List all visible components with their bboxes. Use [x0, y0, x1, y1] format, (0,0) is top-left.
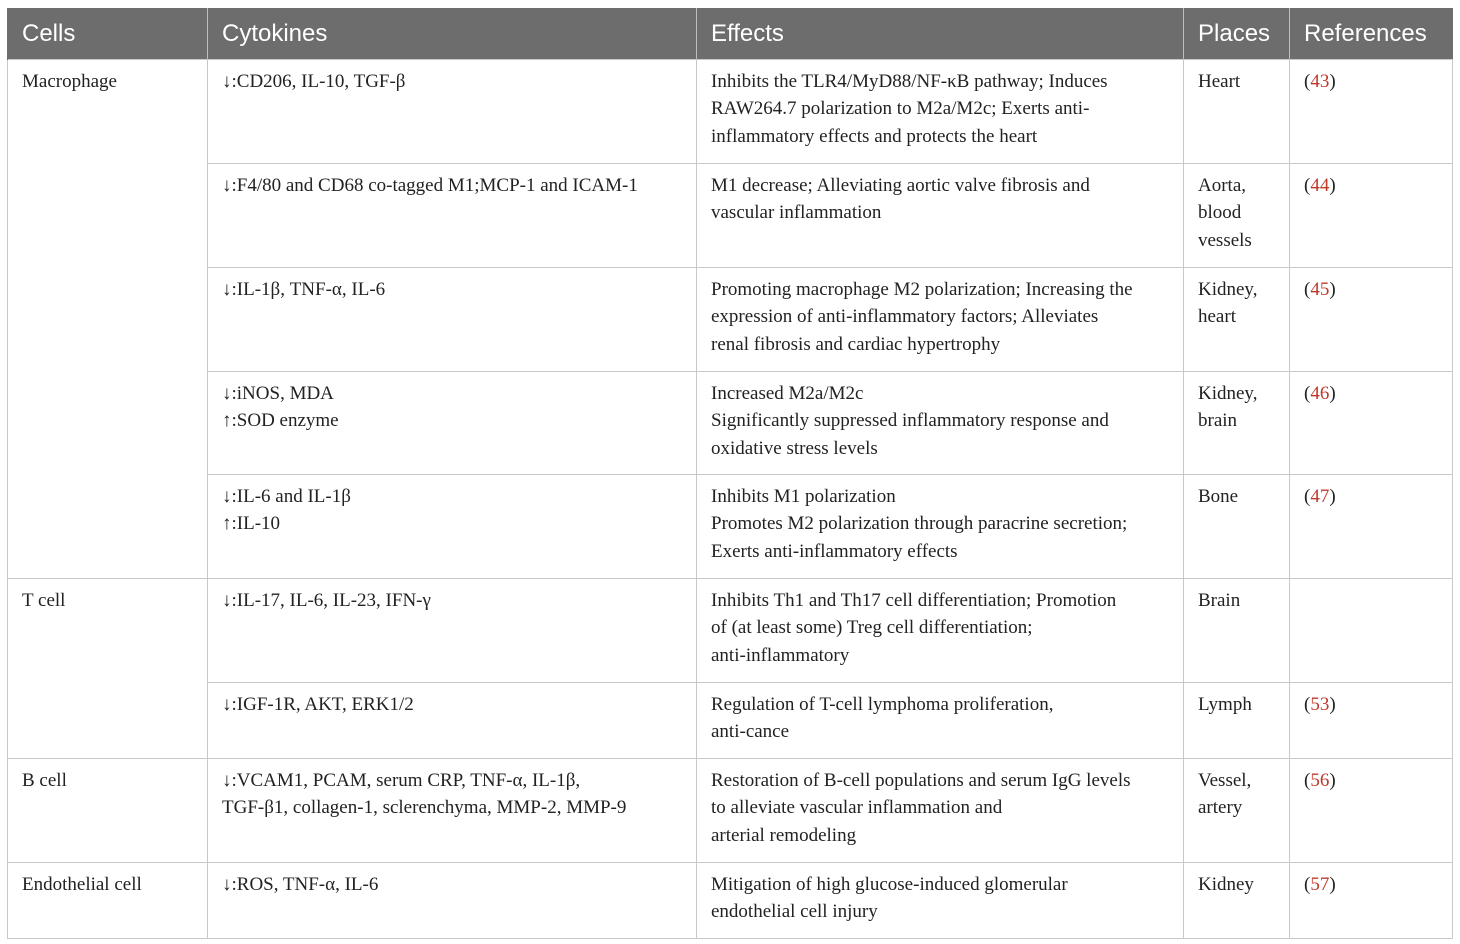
place-line: Kidney,	[1198, 278, 1258, 300]
effect-line: Inhibits the TLR4/MyD88/NF-κB pathway; Induces	[711, 70, 1108, 92]
place-line: Aorta,	[1198, 174, 1247, 196]
effects-cell	[697, 862, 1184, 938]
cell-type-b-cell: B cell	[8, 758, 208, 862]
table-row	[8, 371, 1453, 474]
effect-line: RAW264.7 polarization to M2a/M2c; Exerts anti-	[711, 98, 1090, 119]
effect-line: endothelial cell injury	[711, 901, 878, 922]
effects-cell	[697, 682, 1184, 758]
effect-line: Exerts anti-inflammatory effects	[711, 540, 958, 562]
effect-line: M1 decrease; Alleviating aortic valve fibrosis and	[711, 174, 1090, 196]
effects-cell	[697, 474, 1184, 578]
cytokine-line: TGF-β1, collagen-1, sclerenchyma, MMP-2, MMP-9	[222, 797, 627, 818]
cytokine-line: ↓:IL-1β, TNF-α, IL-6	[222, 278, 386, 300]
effect-line: Significantly suppressed inflammatory response and	[711, 410, 1109, 431]
cytokine-line: ↓:IL-17, IL-6, IL-23, IFN-γ	[222, 589, 431, 611]
table-row	[8, 59, 1453, 163]
reference-cell: (56)	[1290, 758, 1453, 862]
place-line: Bone	[1198, 485, 1239, 507]
cytokines-cell	[208, 758, 697, 862]
reference-cell: (57)	[1290, 862, 1453, 938]
effect-line: arterial remodeling	[711, 824, 857, 846]
effect-line: expression of anti-inflammatory factors; Alleviates	[711, 306, 1099, 327]
effects-cell	[697, 758, 1184, 862]
places-cell	[1184, 371, 1290, 474]
effects-cell	[697, 59, 1184, 163]
cytokine-line: ↑:SOD enzyme	[222, 410, 339, 431]
place-line: Brain	[1198, 589, 1241, 611]
effect-line: anti-cance	[711, 721, 790, 742]
table-row	[8, 474, 1453, 578]
table-row	[8, 163, 1453, 267]
cytokines-cell	[208, 474, 697, 578]
effect-line: Restoration of B-cell populations and serum IgG levels	[711, 769, 1131, 791]
cell-type-t-cell: T cell	[8, 578, 208, 758]
table-row	[8, 758, 1453, 862]
effect-line: Increased M2a/M2c	[711, 382, 864, 404]
reference-cell: (53)	[1290, 682, 1453, 758]
reference-link[interactable]: 46	[1310, 382, 1330, 404]
header-effects: Effects	[697, 8, 1184, 59]
cell-type-endothelial: Endothelial cell	[8, 862, 208, 938]
reference-link[interactable]: 45	[1310, 278, 1330, 300]
places-cell	[1184, 758, 1290, 862]
reference-cell: (44)	[1290, 163, 1453, 267]
cytokines-cell	[208, 578, 697, 682]
cytokines-cell	[208, 371, 697, 474]
cytokine-line: ↓:ROS, TNF-α, IL-6	[222, 873, 379, 895]
reference-link[interactable]: 43	[1310, 70, 1330, 92]
place-line: heart	[1198, 306, 1236, 327]
places-cell	[1184, 578, 1290, 682]
cytokine-line: ↓:CD206, IL-10, TGF-β	[222, 70, 406, 92]
effects-cell	[697, 371, 1184, 474]
reference-cell: (46)	[1290, 371, 1453, 474]
table-row	[8, 682, 1453, 758]
places-cell	[1184, 163, 1290, 267]
effect-line: inflammatory effects and protects the heart	[711, 125, 1038, 147]
place-line: Vessel,	[1198, 769, 1252, 791]
places-cell	[1184, 682, 1290, 758]
table-row	[8, 267, 1453, 371]
cytokines-cell	[208, 163, 697, 267]
place-line: Heart	[1198, 70, 1241, 92]
place-line: blood	[1198, 202, 1242, 223]
cytokine-effects-table	[7, 8, 1453, 939]
cytokine-line: ↓:F4/80 and CD68 co-tagged M1;MCP-1 and ICAM-1	[222, 174, 638, 196]
header-cytokines: Cytokines	[208, 8, 697, 59]
reference-link[interactable]: 57	[1310, 873, 1330, 895]
reference-cell: (43)	[1290, 59, 1453, 163]
effect-line: oxidative stress levels	[711, 437, 878, 459]
effects-cell	[697, 163, 1184, 267]
effect-line: anti-inflammatory	[711, 644, 850, 666]
reference-link[interactable]: 44	[1310, 174, 1330, 196]
cytokines-cell	[208, 862, 697, 938]
effect-line: of (at least some) Treg cell differentiation;	[711, 617, 1033, 638]
cytokine-line: ↓:IL-6 and IL-1β	[222, 485, 351, 507]
cytokines-cell	[208, 682, 697, 758]
cytokines-cell	[208, 267, 697, 371]
place-line: brain	[1198, 410, 1238, 431]
effect-line: vascular inflammation	[711, 202, 882, 223]
reference-cell: (45)	[1290, 267, 1453, 371]
cytokines-cell	[208, 59, 697, 163]
place-line: vessels	[1198, 229, 1252, 251]
effect-line: to alleviate vascular inflammation and	[711, 797, 1003, 818]
place-line: Kidney,	[1198, 382, 1258, 404]
effects-cell	[697, 578, 1184, 682]
reference-cell: (47)	[1290, 474, 1453, 578]
header-places: Places	[1184, 8, 1290, 59]
cytokine-line: ↓:iNOS, MDA	[222, 382, 334, 404]
effects-cell	[697, 267, 1184, 371]
place-line: Kidney	[1198, 873, 1254, 895]
effect-line: Inhibits Th1 and Th17 cell differentiation; Promotion	[711, 589, 1117, 611]
places-cell	[1184, 862, 1290, 938]
effect-line: Promotes M2 polarization through paracrine secretion;	[711, 513, 1128, 534]
reference-link[interactable]: 53	[1310, 693, 1330, 715]
cell-type-macrophage: Macrophage	[8, 59, 208, 578]
header-references: References	[1290, 8, 1453, 59]
table-row	[8, 578, 1453, 682]
effect-line: renal fibrosis and cardiac hypertrophy	[711, 333, 1001, 355]
places-cell	[1184, 267, 1290, 371]
reference-link[interactable]: 47	[1310, 485, 1330, 507]
place-line: artery	[1198, 797, 1243, 818]
effect-line: Promoting macrophage M2 polarization; Increasing the	[711, 278, 1133, 300]
places-cell	[1184, 474, 1290, 578]
cytokine-line: ↓:VCAM1, PCAM, serum CRP, TNF-α, IL-1β,	[222, 769, 581, 791]
cytokine-line: ↓:IGF-1R, AKT, ERK1/2	[222, 693, 414, 715]
header-cells: Cells	[8, 8, 208, 59]
place-line: Lymph	[1198, 693, 1252, 715]
cytokine-line: ↑:IL-10	[222, 513, 281, 534]
effect-line: Mitigation of high glucose-induced glomerular	[711, 873, 1068, 895]
table-row	[8, 862, 1453, 938]
effect-line: Regulation of T-cell lymphoma proliferation,	[711, 693, 1054, 715]
table-header-row	[8, 8, 1453, 59]
reference-cell	[1290, 578, 1453, 682]
reference-link[interactable]: 56	[1310, 769, 1330, 791]
places-cell	[1184, 59, 1290, 163]
effect-line: Inhibits M1 polarization	[711, 485, 896, 507]
